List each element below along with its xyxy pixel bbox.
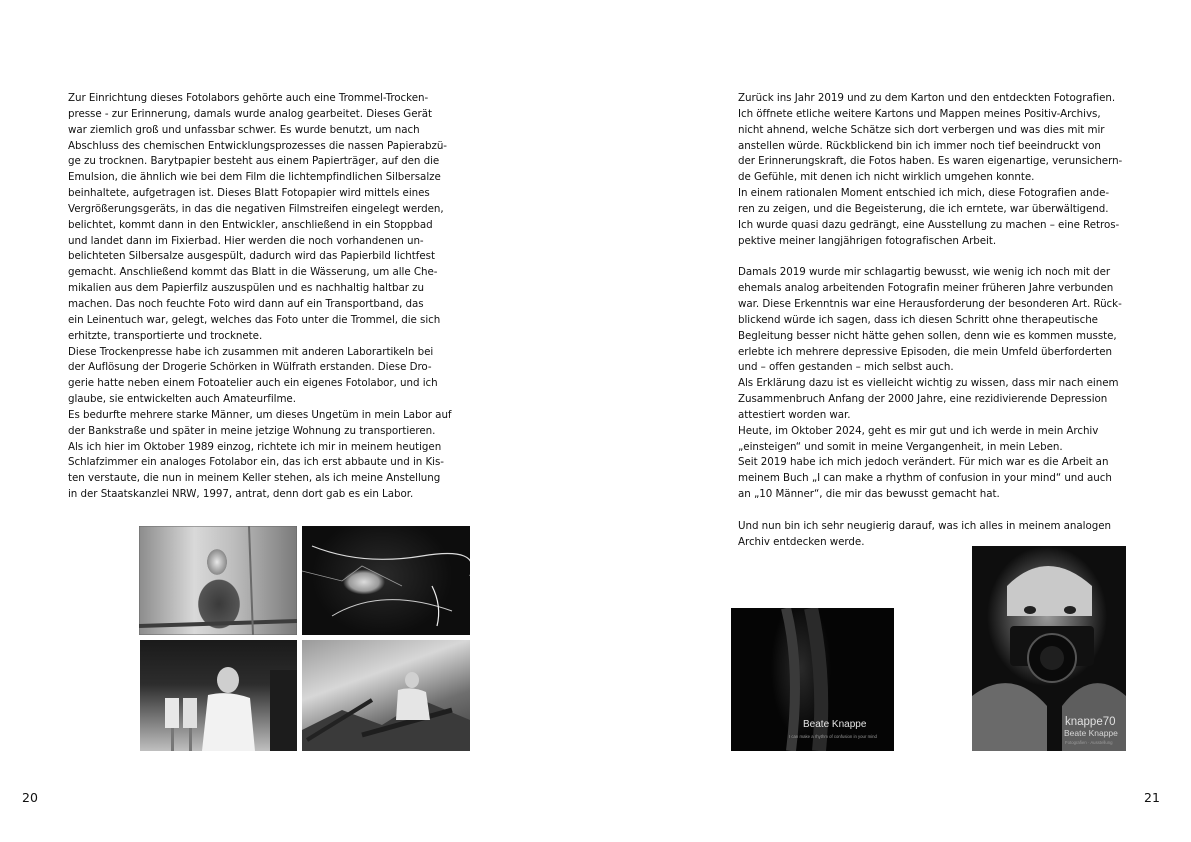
text-line: ein Leinentuch war, gelegt, welches das Foto unter die Trommel, die sich [68,313,441,326]
text-line: erhitzte, transportierte und trocknete. [68,329,263,342]
text-line: meinem Buch „I can make a rhythm of confusion in your mind“ und auch [738,472,1112,485]
text-line: der Auflösung der Drogerie Schörken in Wülfrath erstanden. Diese Dro- [68,361,432,374]
text-line: Seit 2019 habe ich mich jedoch verändert. Für mich war es die Arbeit an [738,456,1109,469]
text-line: nicht ahnend, welche Schätze sich dort verbergen und was dies mit mir [738,123,1105,136]
text-line: Als ich hier im Oktober 1989 einzog, richtete ich mir in meinem heutigen [68,440,442,453]
text-line: pektive meiner langjährigen fotografischen Arbeit. [738,234,997,247]
text-line: Und nun bin ich sehr neugierig darauf, was ich alles in meinem analogen [738,519,1111,532]
text-line: belichteten Silbersalze ausgespült, dadurch wird das Papierbild lichtfest [68,250,435,263]
text-line: ehemals analog arbeitenden Fotografin meiner früheren Jahre verbunden [738,282,1114,295]
book-cover-rhythm-of-confusion [731,608,894,751]
text-line: Diese Trockenpresse habe ich zusammen mit anderen Laborartikeln bei [68,345,434,358]
text-line: in der Staatskanzlei NRW, 1997, antrat, denn dort gab es ein Labor. [68,488,414,501]
text-line: Als Erklärung dazu ist es vielleicht wichtig zu wissen, dass mir nach einem [738,377,1119,390]
text-line [738,503,1138,519]
text-line: Es bedurfte mehrere starke Männer, um dieses Ungetüm in mein Labor auf [68,408,452,421]
text-line: machen. Das noch feuchte Foto wird dann auf ein Transportband, das [68,297,424,310]
text-line: beinhaltete, aufgetragen ist. Dieses Blatt Fotopapier wird mittels eines [68,187,430,200]
photo-man-with-parking-meters [140,640,297,751]
text-line: an „10 Männer“, die mir das bewusst gemacht hat. [738,488,1000,501]
cover-subtitle: I can make a rhythm of confusion in your mind [789,734,877,739]
text-line: Zusammenbruch Anfang der 2000 Jahre, eine rezidivierende Depression [738,393,1108,406]
text-line: war. Diese Erkenntnis war eine Herausforderung der besonderen Art. Rück- [738,297,1122,310]
text-line: attestiert worden war. [738,408,851,421]
text-line: gerie hatte neben einem Fotoatelier auch ein eigenes Fotolabor, und ich [68,377,438,390]
text-line: ten verstaute, die nun in meinem Keller stehen, als ich meine Anstellung [68,472,441,485]
text-line: Ich öffnete etliche weitere Kartons und Mappen meines Positiv-Archivs, [738,107,1101,120]
photo-woman-in-ruins [302,640,470,751]
cover-subtitle: Fotografien · Ausstellung [1065,740,1113,745]
text-line: Heute, im Oktober 2024, geht es mir gut und ich werde in mein Archiv [738,424,1099,437]
cover-author-name: Beate Knappe [803,719,867,730]
text-line: und landet dann im Fixierbad. Hier werden die noch vorhandenen un- [68,234,424,247]
text-line: der Erinnerungskraft, die Fotos haben. Es waren eigenartige, verunsichern- [738,155,1123,168]
text-line: presse - zur Erinnerung, damals wurde analog gearbeitet. Dieses Gerät [68,107,432,120]
text-line: erlebte ich mehrere depressive Episoden, die mein Umfeld überforderten [738,345,1113,358]
text-line: Zur Einrichtung dieses Fotolabors gehörte auch eine Trommel-Trocken- [68,92,429,104]
text-line: gemacht. Anschließend kommt das Blatt in die Wässerung, um alle Che- [68,266,438,279]
photo-broken-glass [302,526,470,635]
text-line: Emulsion, die ähnlich wie bei dem Film die lichtempfindlichen Silbersalze [68,171,441,184]
photo-window-reflection [139,526,297,635]
text-line: blickend würde ich sagen, dass ich diesen Schritt ohne therapeutische [738,313,1098,326]
text-line: und – offen gestanden – mich selbst auch. [738,361,954,374]
page-number-right: 21 [1144,790,1160,805]
right-page-text [738,91,1138,550]
text-line: anstellen würde. Rückblickend bin ich immer noch tief beeindruckt von [738,139,1101,152]
text-line: der Bankstraße und später in meine jetzige Wohnung zu transportieren. [68,424,436,437]
text-line: Vergrößerungsgeräts, in das die negativen Filmstreifen eingelegt werden, [68,202,444,215]
text-line: Schlafzimmer ein analoges Fotolabor ein, das ich erst abbaute und in Kis- [68,456,444,469]
text-line: mikalien aus dem Papierfilz auszuspülen und es nachhaltig haltbar zu [68,282,424,295]
text-line: Abschluss des chemischen Entwicklungsprozesses die nassen Papierabzü- [68,139,447,152]
left-page-text [68,91,468,503]
text-line: ren zu zeigen, und die Begeisterung, die ich erntete, war überwältigend. [738,202,1109,215]
cover-brand: knappe70 [1065,716,1116,728]
page-number-left: 20 [22,790,38,805]
text-line: „einsteigen“ und somit in meine Vergangenheit, in mein Leben. [738,440,1063,453]
text-line: Archiv entdecken werde. [738,535,865,548]
text-line: glaube, sie entwickelten auch Amateurfilme. [68,393,296,406]
text-line: Ich wurde quasi dazu gedrängt, eine Ausstellung zu machen – eine Retros- [738,218,1120,231]
text-line: war ziemlich groß und unfassbar schwer. Es wurde benutzt, um nach [68,123,420,136]
text-line: Begleitung besser nicht hätte gehen sollen, denn wie es kommen musste, [738,329,1117,342]
text-line: Damals 2019 wurde mir schlagartig bewusst, wie wenig ich noch mit der [738,266,1111,279]
text-line: In einem rationalen Moment entschied ich mich, diese Fotografien ande- [738,187,1110,200]
book-cover-knappe70 [972,546,1126,751]
text-line: ge zu trocknen. Barytpapier besteht aus einem Papierträger, auf den die [68,155,440,168]
cover-author-name: Beate Knappe [1064,728,1118,738]
text-line [738,249,1138,265]
text-line: belichtet, kommt dann in den Entwickler, anschließend in ein Stoppbad [68,218,433,231]
text-line: de Gefühle, mit denen ich nicht wirklich umgehen konnte. [738,171,1035,184]
text-line: Zurück ins Jahr 2019 und zu dem Karton und den entdeckten Fotografien. [738,92,1116,104]
